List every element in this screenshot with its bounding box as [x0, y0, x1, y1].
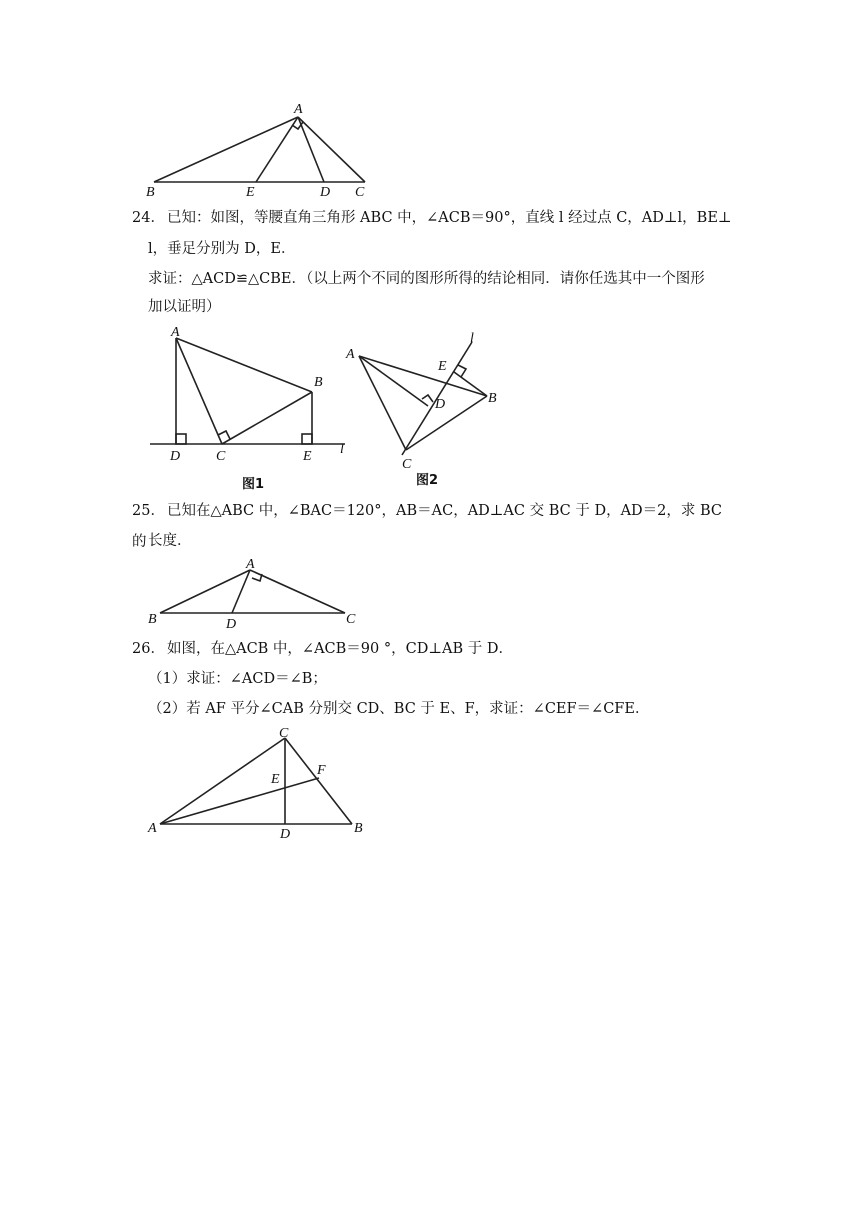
fig2-label-D: D: [435, 397, 446, 412]
q26-label-B: B: [354, 821, 363, 836]
q25-label-A: A: [246, 557, 255, 572]
q24-line1: 24． 已知：如图，等腰直角三角形 ABC 中，∠ACB＝90°，直线 l 经过点 C，AD⊥l，BE⊥: [132, 210, 732, 226]
q24-line2: l，垂足分别为 D，E．: [148, 241, 296, 257]
fig1-caption: 图1: [242, 477, 265, 492]
q26-line1: 26． 如图，在△ACB 中，∠ACB＝90 °，CD⊥AB 于 D．: [132, 641, 513, 657]
fig1-label-l: l: [340, 442, 344, 457]
label-B: B: [146, 185, 155, 200]
q26-label-E: E: [271, 772, 280, 787]
q24-line4: 加以证明）: [148, 299, 221, 315]
fig2-label-B: B: [488, 391, 497, 406]
q25-line1: 25． 已知在△ABC 中，∠BAC＝120°，AB＝AC，AD⊥AC 交 BC 于 D，AD＝2，求 BC 的: [132, 503, 723, 550]
fig1-label-E: E: [303, 449, 312, 464]
fig2-label-C: C: [402, 457, 412, 472]
fig1-label-C: C: [216, 449, 226, 464]
fig1-label-D: D: [170, 449, 181, 464]
q26-part1: （1）求证：∠ACD＝∠B；: [148, 671, 327, 687]
label-C: C: [355, 185, 365, 200]
q25-label-B: B: [148, 612, 157, 627]
fig2-caption: 图2: [416, 473, 439, 488]
fig2-label-l: l: [470, 331, 474, 346]
label-A: A: [294, 102, 303, 117]
q25-line2: 长度．: [148, 533, 192, 549]
q26-label-C: C: [279, 726, 289, 741]
label-D: D: [320, 185, 331, 200]
q26-label-F: F: [317, 763, 326, 778]
fig2-label-E: E: [438, 359, 447, 374]
q26-part2: （2）若 AF 平分∠CAB 分别交 CD、BC 于 E、F，求证：∠CEF＝∠CFE．: [148, 701, 650, 717]
fig1-label-B: B: [314, 375, 323, 390]
label-E: E: [246, 185, 255, 200]
q26-label-A: A: [148, 821, 157, 836]
figure-q26: [0, 720, 860, 850]
figure-q25: [0, 550, 860, 630]
q26-label-D: D: [280, 827, 291, 842]
figure-q23: [0, 0, 860, 200]
q24-line3: 求证：△ACD≌△CBE．（以上两个不同的图形所得的结论相同．请你任选其中一个图形: [148, 271, 705, 287]
fig1-label-A: A: [171, 325, 180, 340]
q25-label-D: D: [226, 617, 237, 632]
figure-q24-fig2: [330, 320, 550, 490]
q25-label-C: C: [346, 612, 356, 627]
fig2-label-A: A: [346, 347, 355, 362]
